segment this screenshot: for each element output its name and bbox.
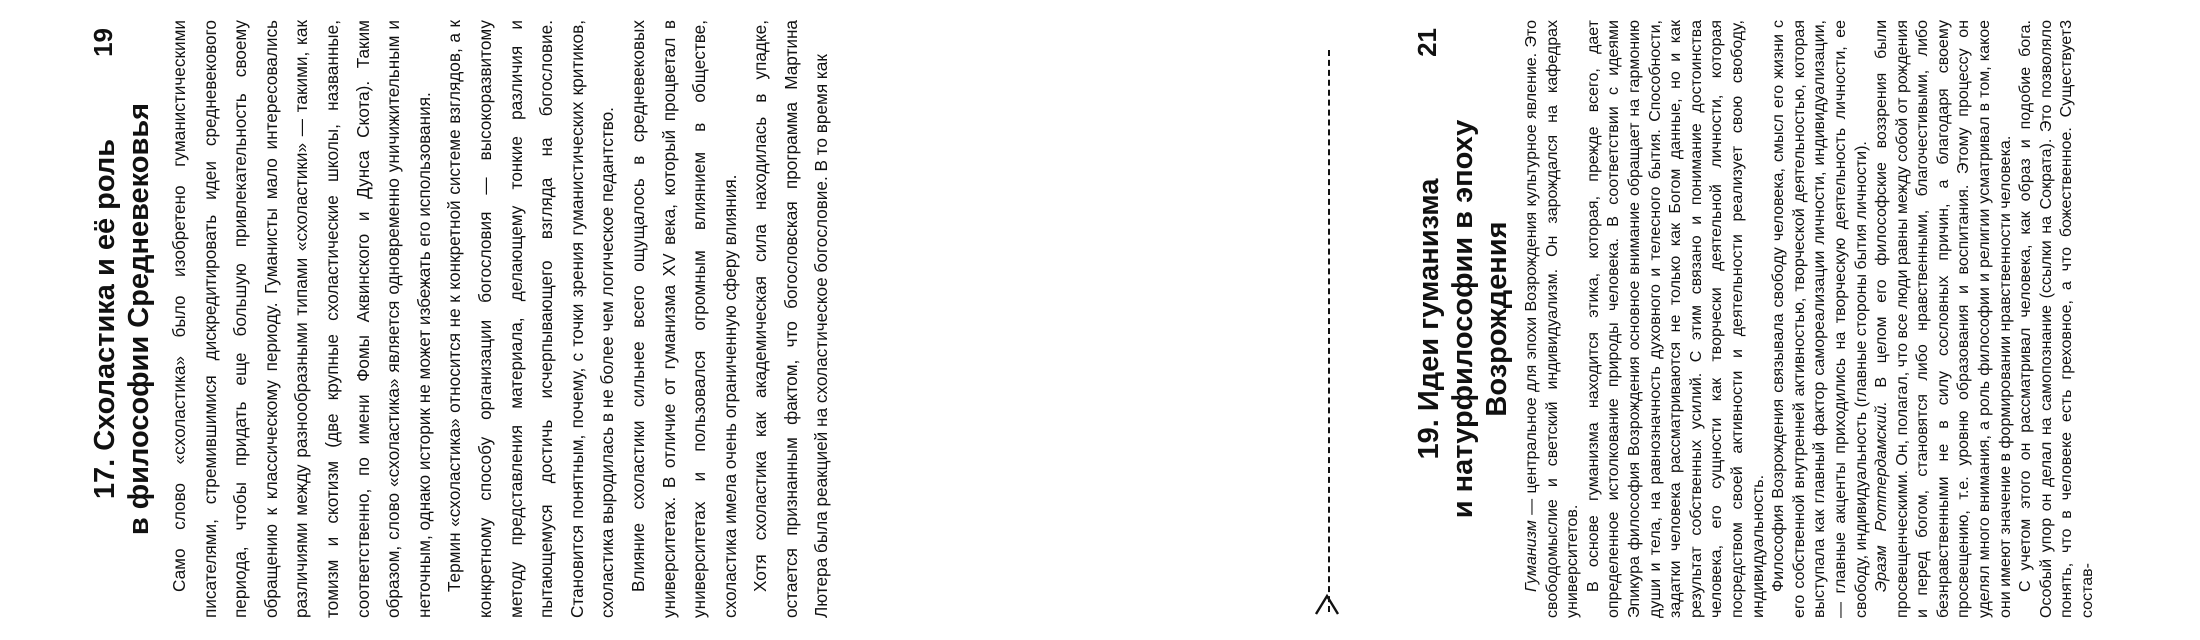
paragraph: Влияние схоластики сильнее всего ощущалось в средневековых университетах. В отличие от гуманизма XV века, который процветал в университетах и пользовался огромным влиянием в обществе, схоластика имела очень ограниченную сферу влияния. (627, 20, 740, 618)
body-text (164, 20, 837, 618)
paragraph: Термин «схоластика» относится не к конкретной системе взглядов, а к конкретному способу организации богословия — высокоразвитому методу представления материала, делающему тонкие различия и пытающемуся достичь исчерпывающего взгляда на богословие. Становится понятным, почему, с точки зрения гуманистических критиков, схоластика выродилась в не более чем логическое педантство. (444, 20, 618, 618)
paragraph: Само слово «схоластика» было изобретено гуманистическими писателями, стремившимися дискредитировать идеи средневекового периода, чтобы придать еще большую привлекательность своему обращению к классическому периоду. Гуманисты мало интересовались различиями между разнообразными типами «схоластики» — такими, как томизм и скотизм (две крупные схоластические школы, названные, соответственно, по имени Фомы Аквинского и Дунса Скота). Таким образом, слово «схоластика» является одновременно уничижительным и неточным, однако историк не может избежать его использования. (169, 20, 434, 618)
heading-line: 17. Схоластика и её роль (89, 138, 121, 500)
paragraph: Хотя схоластика как академическая сила находилась в упадке, остается признанным фактом, что богословская программа Мартина Лютера была реакцией на схоластическое богословие. В то время как (750, 20, 832, 618)
heading-line: и натурфилософии в эпоху (1447, 119, 1479, 519)
paragraph: Философия Возрождения связывала свободу человека, смысл его жизни с его собственной внутренней активностью, творческой деятельностью, которая выступала как главный фактор самореализации личности, индивидуализации, — главные акценты приходились на творческую деятельность личности, ее свободу, индивидуальность (главные стороны бытия личности). (1770, 20, 1870, 618)
page-21 (1412, 20, 2099, 618)
heading-line: Возрождения (1481, 221, 1513, 417)
heading-line: в философии Средневековья (123, 102, 155, 536)
paragraph: С учетом этого он рассматривал человека, как образ и подобие бога. Особый упор он делал на самопознание (ссылки на Сократа). Это позволяло понять, что в человеке есть греховное, а что божественное. Существует3 состав- (2017, 20, 2097, 618)
paragraph: В основе гуманизма находится этика, которая, прежде всего, дает определенное истолкование природы человека. В соответствии с идеями Эпикура философия Возрождения основное внимание обращает на гармонию души и тела, на равнозначность духовного и телесного бытия. Способности, задатки человека рассматриваются не только как Богом данные, но и как результат собственных усилий. С этим связано и понимание достоинства человека, его сущности как творчески деятельной личности, которая посредством своей активности и деятельности реализует свою свободу, индивидуальность. (1584, 20, 1767, 618)
heading-line: 19. Идеи гуманизма (1413, 178, 1445, 460)
paragraph-text: В целом его философские воззрения были просвещенческими. Он, полагал, что все люди равны между собой от рождения и перед богом, становятся либо нравственными, благочестивыми, либо безнравственными не в силу сословных причин, а благодаря своему просвещению, т.е. уровню образования и воспитания. Этому процессу он уделял много внимания, а роль философии и религии усматривал в том, какое они имеют значение в формировании нравственности человека. (1873, 19, 2014, 618)
section-heading (88, 20, 156, 618)
paragraph-text: — центральное для эпохи Возрождения культурное явление. Это свободомыслие и светский индивидуализм. Он зарождался на кафедрах университетов. (1523, 20, 1582, 618)
page-number: 21 (1412, 28, 1442, 57)
scissors-icon (1314, 592, 1340, 618)
cut-line (1312, 20, 1346, 618)
paragraph (1872, 20, 2016, 618)
body-text (1522, 20, 2099, 618)
dashed-divider (1328, 50, 1330, 612)
paragraph (1522, 20, 1584, 618)
page-number: 19 (88, 28, 118, 57)
page-19 (88, 20, 1300, 618)
section-heading (1412, 20, 1514, 618)
emphasis: Эразм Роттердамский. (1873, 401, 1891, 592)
emphasis: Гуманизм (1523, 520, 1540, 592)
